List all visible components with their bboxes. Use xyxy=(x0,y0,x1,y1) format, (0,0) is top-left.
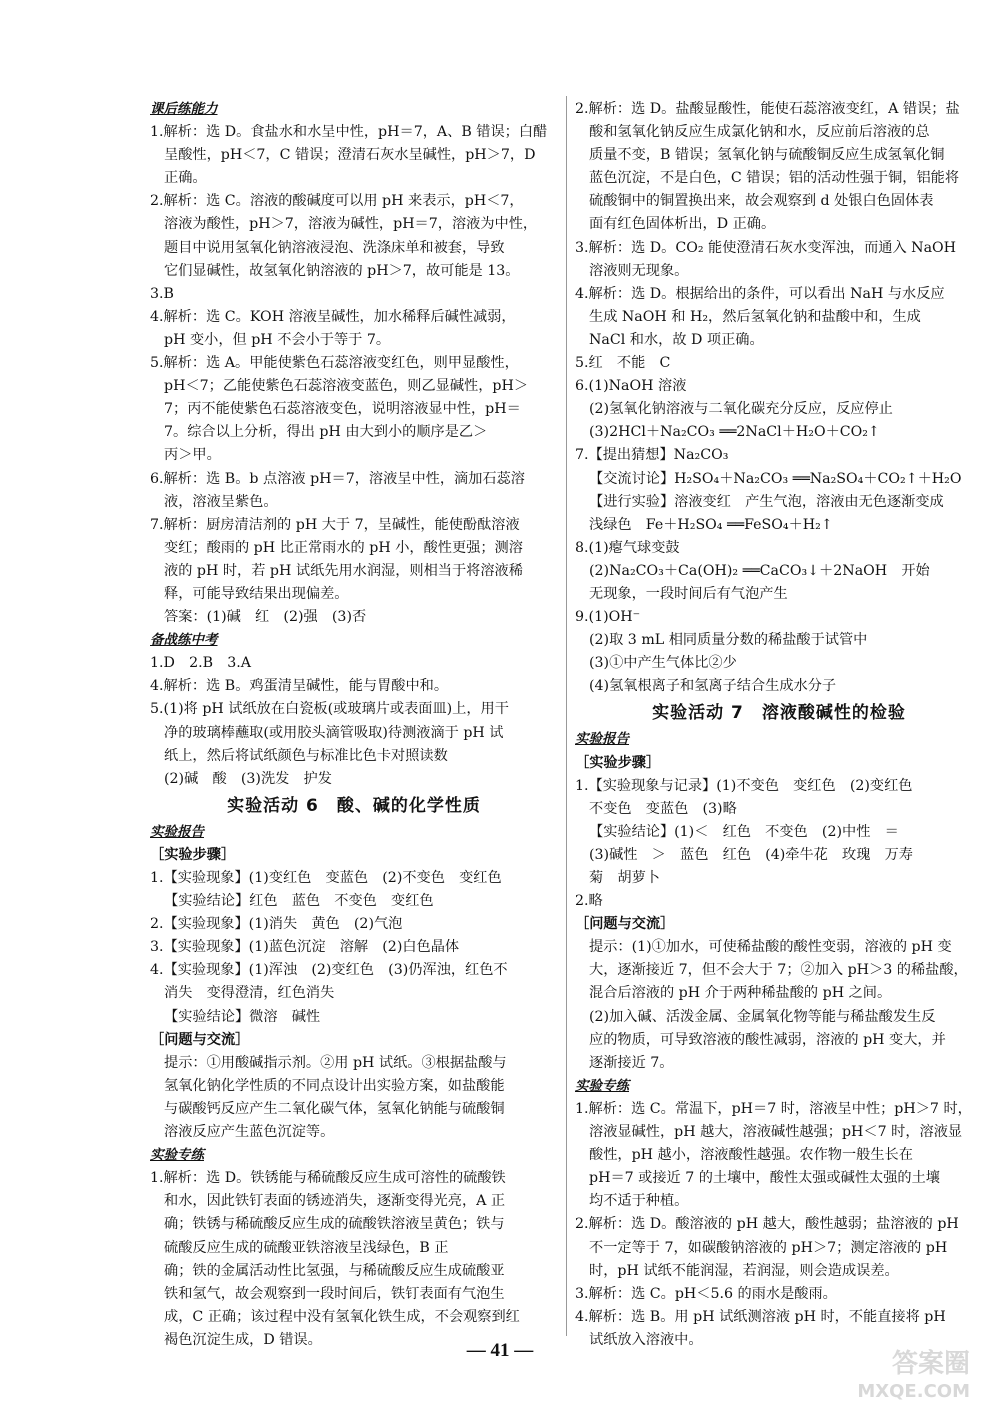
text-line: 蓝色沉淀，不是白色，C 错误；铝的活动性强于铜，铝能将 xyxy=(589,170,960,187)
left-column xyxy=(150,98,558,1352)
section-heading: 实验专练 xyxy=(150,1147,204,1164)
column-divider xyxy=(566,96,567,1336)
text-line: (4)氢氧根离子和氢离子结合生成水分子 xyxy=(589,678,837,695)
activity-title: 实验活动 6 酸、碱的化学性质 xyxy=(227,795,481,816)
text-line: (3)①中产生气体比②少 xyxy=(589,655,737,672)
text-line: 7。综合以上分析，得出 pH 由大到小的顺序是乙＞ xyxy=(164,424,488,441)
text-line: 净的玻璃棒蘸取(或用胶头滴管吸取)待测液滴于 pH 试 xyxy=(164,724,504,741)
text-line: 均不适于种植。 xyxy=(589,1193,689,1210)
text-line: 褐色沉淀生成，D 错误。 xyxy=(164,1331,322,1348)
subsection-heading: ［问题与交流］ xyxy=(150,1031,250,1048)
text-line: 浅绿色 Fe＋H₂SO₄ ══FeSO₄＋H₂↑ xyxy=(589,516,833,533)
text-line: 质量不变，B 错误；氢氧化钠与硫酸铜反应生成氢氧化铜 xyxy=(589,147,945,164)
text-line: 9.(1)OH⁻ xyxy=(575,609,641,626)
text-line: 丙＞甲。 xyxy=(164,447,221,464)
text-line: 与碳酸钙反应产生二氧化碳气体，氢氧化钠能与硫酸铜 xyxy=(164,1100,505,1117)
text-line: 5.红 不能 C xyxy=(575,355,671,372)
watermark-line-1: 答案圈 xyxy=(891,1349,970,1379)
text-line: 试纸放入溶液中。 xyxy=(589,1331,703,1348)
text-line: 菊 胡萝卜 xyxy=(589,870,660,886)
activity-title: 实验活动 7 溶液酸碱性的检验 xyxy=(652,703,906,724)
text-line: 它们显碱性，故氢氧化钠溶液的 pH＞7，故可能是 13。 xyxy=(164,262,520,279)
text-line: 成，C 正确；该过程中没有氢氧化铁生成，不会观察到红 xyxy=(164,1308,520,1325)
text-line: 提示：(1)①加水，可使稀盐酸的酸性变弱，溶液的 pH 变 xyxy=(589,939,952,956)
section-heading: 实验专练 xyxy=(575,1077,629,1094)
text-line: 6.(1)NaOH 溶液 xyxy=(575,378,687,395)
text-line: 混合后溶液的 pH 介于两种稀盐酸的 pH 之间。 xyxy=(589,985,892,1002)
text-line: 4.解析：选 C。KOH 溶液呈碱性，加水稀释后碱性减弱， xyxy=(150,308,516,325)
text-line: 3.解析：选 D。CO₂ 能使澄清石灰水变浑浊，而通入 NaOH xyxy=(575,239,957,256)
text-line: 液，溶液呈紫色。 xyxy=(164,493,278,510)
text-line: 4.解析：选 B。用 pH 试纸测溶液 pH 时，不能直接将 pH xyxy=(575,1308,946,1325)
text-line: 氢氧化钠化学性质的不同点设计出实验方案，如盐酸能 xyxy=(164,1077,505,1094)
text-line: 1.【实验现象】(1)变红色 变蓝色 (2)不变色 变红色 xyxy=(150,870,502,886)
subsection-heading: ［实验步骤］ xyxy=(575,754,661,771)
text-line: 应的物质，可导致溶液的酸性减弱，溶液的 pH 变大，并 xyxy=(589,1031,946,1048)
text-line: (2)Na₂CO₃＋Ca(OH)₂ ══CaCO₃↓＋2NaOH 开始 xyxy=(589,562,930,579)
text-line: 1.解析：选 D。食盐水和水呈中性，pH＝7，A、B 错误；白醋 xyxy=(150,124,548,141)
text-line: 确；铁锈与稀硫酸反应生成的硫酸铁溶液呈黄色；铁与 xyxy=(164,1216,505,1233)
text-line: 溶液反应产生蓝色沉淀等。 xyxy=(164,1124,335,1141)
text-line: 不一定等于 7，如碳酸钠溶液的 pH＞7；测定溶液的 pH xyxy=(589,1239,948,1256)
text-line: 3.【实验现象】(1)蓝色沉淀 溶解 (2)白色晶体 xyxy=(150,939,460,956)
text-line: 4.解析：选 D。根据给出的条件，可以看出 NaH 与水反应 xyxy=(575,285,945,302)
text-line: 正确。 xyxy=(164,170,207,187)
text-line: 1.解析：选 C。常温下，pH＝7 时，溶液呈中性；pH＞7 时， xyxy=(575,1100,972,1117)
text-line: 生成 NaOH 和 H₂，然后氢氧化钠和盐酸中和，生成 xyxy=(589,308,921,325)
text-line: 时，pH 试纸不能润湿，若润湿，则会造成误差。 xyxy=(589,1262,899,1279)
text-line: 释，可能导致结果出现偏差。 xyxy=(164,585,349,602)
text-line: 2.解析：选 C。溶液的酸碱度可以用 pH 来表示，pH＜7， xyxy=(150,193,524,210)
text-line: 溶液则无现象。 xyxy=(589,262,689,279)
section-heading: 课后练能力 xyxy=(150,101,218,117)
text-line: 变红；酸雨的 pH 比正常雨水的 pH 小，酸性更强；测溶 xyxy=(164,539,523,556)
text-line: 【实验结论】微溶 碱性 xyxy=(164,1008,321,1025)
text-line: 溶液显碱性，pH 越大，溶液碱性越强；pH＜7 时，溶液显 xyxy=(589,1124,963,1141)
text-line: 提示：①用酸碱指示剂。②用 pH 试纸。③根据盐酸与 xyxy=(164,1054,507,1071)
watermark-line-2: MXQE.COM xyxy=(857,1381,970,1402)
text-line: 硫酸反应生成的硫酸亚铁溶液呈浅绿色，B 正 xyxy=(164,1239,449,1256)
subsection-heading: ［问题与交流］ xyxy=(575,916,675,933)
text-line: 5.解析：选 A。甲能使紫色石蕊溶液变红色，则甲显酸性， xyxy=(150,355,519,372)
text-line: 3.B xyxy=(150,285,174,302)
text-line: 7.解析：厨房清洁剂的 pH 大于 7，呈碱性，能使酚酞溶液 xyxy=(150,516,520,533)
subsection-heading: ［实验步骤］ xyxy=(150,846,236,863)
text-line: 1.D 2.B 3.A xyxy=(150,655,252,672)
text-line: 7.【提出猜想】Na₂CO₃ xyxy=(575,447,729,464)
text-line: 【实验结论】红色 蓝色 不变色 变红色 xyxy=(164,893,434,910)
text-line: 4.【实验现象】(1)浑浊 (2)变红色 (3)仍浑浊，红色不 xyxy=(150,962,508,979)
text-line: 酸和氢氧化钠反应生成氯化钠和水，反应前后溶液的总 xyxy=(589,124,930,141)
text-line: (2)取 3 mL 相同质量分数的稀盐酸于试管中 xyxy=(589,632,868,649)
text-line: 溶液为酸性，pH＞7，溶液为碱性，pH＝7，溶液为中性， xyxy=(164,216,538,233)
text-line: 酸性，pH 越小，溶液酸性越强。农作物一般生长在 xyxy=(589,1147,913,1164)
text-line: 2.【实验现象】(1)消失 黄色 (2)气泡 xyxy=(150,916,403,933)
text-line: 2.略 xyxy=(575,893,603,910)
text-line: 消失 变得澄清，红色消失 xyxy=(164,985,335,1002)
text-line: NaCl 和水，故 D 项正确。 xyxy=(589,331,764,348)
text-line: 1.解析：选 D。铁锈能与稀硫酸反应生成可溶性的硫酸铁 xyxy=(150,1170,506,1187)
text-line: 液的 pH 时，若 pH 试纸先用水润湿，则相当于将溶液稀 xyxy=(164,562,523,579)
text-line: 1.【实验现象与记录】(1)不变色 变红色 (2)变红色 xyxy=(575,777,913,794)
text-line: 不变色 变蓝色 (3)略 xyxy=(589,800,737,817)
right-column xyxy=(575,98,983,1352)
text-line: 7；丙不能使紫色石蕊溶液变色，说明溶液显中性，pH＝ xyxy=(164,401,521,418)
text-line: 硫酸铜中的铜置换出来，故会观察到 d 处银白色固体表 xyxy=(589,193,934,210)
text-line: (2)碱 酸 (3)洗发 护发 xyxy=(164,770,332,787)
text-line: 面有红色固体析出，D 正确。 xyxy=(589,216,776,233)
text-line: pH 变小，但 pH 不会小于等于 7。 xyxy=(164,331,391,348)
text-line: 无现象，一段时间后有气泡产生 xyxy=(589,585,788,602)
text-line: 【实验结论】(1)＜ 红色 不变色 (2)中性 ＝ xyxy=(589,823,899,840)
text-line: 呈酸性，pH＜7，C 错误；澄清石灰水呈碱性，pH＞7，D xyxy=(164,147,536,164)
section-heading: 实验报告 xyxy=(575,731,629,748)
text-line: 确；铁的金属活动性比氢强，与稀硫酸反应生成硫酸亚 xyxy=(164,1262,505,1279)
section-heading: 备战练中考 xyxy=(150,632,218,649)
page-number: — 41 — xyxy=(466,1340,534,1361)
text-line: 纸上，然后将试纸颜色与标准比色卡对照读数 xyxy=(164,747,448,764)
text-line: (3)碱性 ＞ 蓝色 红色 (4)牵牛花 玫瑰 万寿 xyxy=(589,846,913,863)
text-line: 大，逐渐接近 7，但不会大于 7；②加入 pH＞3 的稀盐酸， xyxy=(589,962,968,979)
text-line: 4.解析：选 B。鸡蛋清呈碱性，能与胃酸中和。 xyxy=(150,678,449,695)
text-line: 2.解析：选 D。酸溶液的 pH 越大，酸性越弱；盐溶液的 pH xyxy=(575,1216,959,1233)
text-line: (2)氢氧化钠溶液与二氧化碳充分反应，反应停止 xyxy=(589,401,893,418)
text-line: pH＜7；乙能使紫色石蕊溶液变蓝色，则乙显碱性，pH＞ xyxy=(164,378,529,395)
text-line: 逐渐接近 7。 xyxy=(589,1054,674,1071)
text-line: 8.(1)瘪气球变鼓 xyxy=(575,539,680,556)
watermark-logo xyxy=(857,1350,970,1406)
text-line: 3.解析：选 C。pH＜5.6 的雨水是酸雨。 xyxy=(575,1285,837,1302)
text-line: 铁和氢气，故会观察到一段时间后，铁钉表面有气泡生 xyxy=(164,1285,505,1302)
text-line: pH＝7 或接近 7 的土壤中，酸性太强或碱性太强的土壤 xyxy=(589,1170,940,1187)
text-line: 【交流讨论】H₂SO₄＋Na₂CO₃ ══Na₂SO₄＋CO₂↑＋H₂O xyxy=(589,470,962,487)
text-line: 6.解析：选 B。b 点溶液 pH＝7，溶液呈中性，滴加石蕊溶 xyxy=(150,470,525,487)
text-line: 【进行实验】溶液变红 产生气泡，溶液由无色逐渐变成 xyxy=(589,493,944,510)
text-line: 2.解析：选 D。盐酸显酸性，能使石蕊溶液变红，A 错误；盐 xyxy=(575,101,960,117)
text-line: 题目中说用氢氧化钠溶液浸泡、洗涤床单和被套，导致 xyxy=(164,239,505,256)
text-line: 和水，因此铁钉表面的锈迹消失，逐渐变得光亮，A 正 xyxy=(164,1193,506,1210)
text-line: (2)加入碱、活泼金属、金属氧化物等能与稀盐酸发生反 xyxy=(589,1008,936,1025)
text-line: (3)2HCl＋Na₂CO₃ ══2NaCl＋H₂O＋CO₂↑ xyxy=(589,424,880,441)
text-line: 5.(1)将 pH 试纸放在白瓷板(或玻璃片或表面皿)上，用干 xyxy=(150,701,509,718)
section-heading: 实验报告 xyxy=(150,823,204,840)
text-line: 答案：(1)碱 红 (2)强 (3)否 xyxy=(164,609,367,626)
